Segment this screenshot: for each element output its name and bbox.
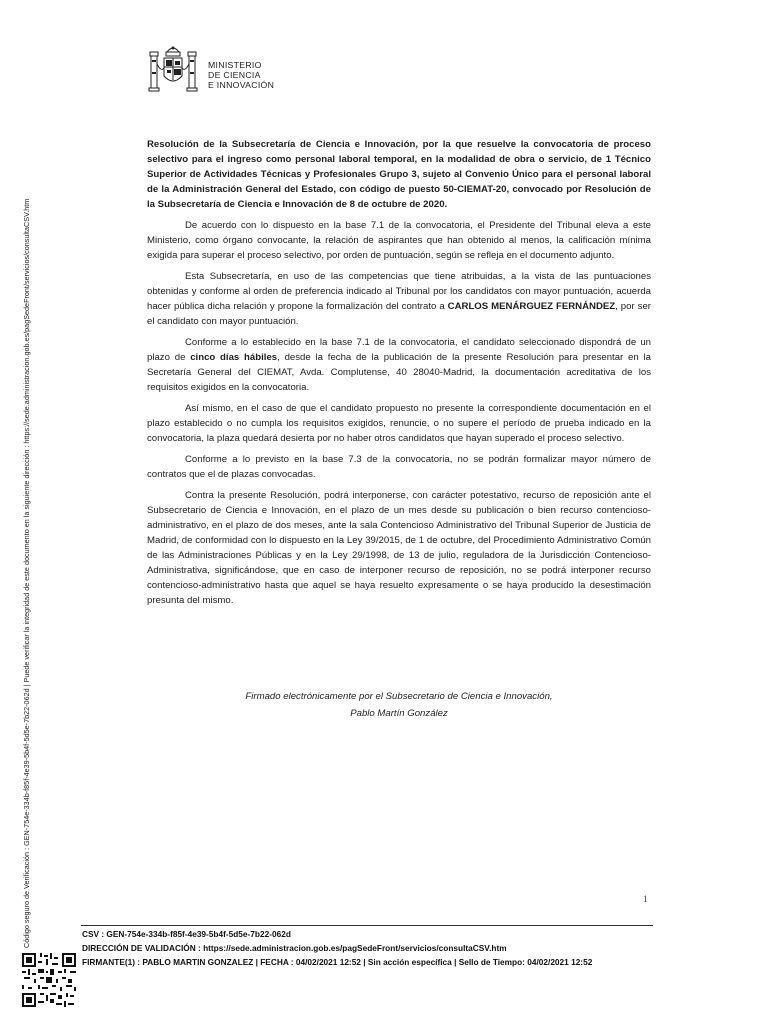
deadline-bold: cinco días hábiles bbox=[190, 352, 278, 363]
paragraph-3 bbox=[147, 335, 651, 395]
paragraph-2 bbox=[147, 269, 651, 329]
csv-code: CSV : GEN-754e-334b-f85f-4e39-5b4f-5d5e-7b22-062d bbox=[82, 929, 291, 939]
paragraph-5: Conforme a lo previsto en la base 7.3 de la convocatoria, no se podrán formalizar mayor número de contratos que el de plazas convocadas. bbox=[147, 454, 651, 480]
document-body bbox=[147, 137, 651, 614]
coat-of-arms-icon bbox=[147, 42, 199, 98]
paragraph-4: Así mismo, en el caso de que el candidato propuesto no presente la correspondiente documentación en el plazo establecido o no cumpla los requisitos exigidos, renuncie, o no supere el período de prueba indicado en la convocatoria, la plaza quedará desierta por no haber otros candidatos que hayan superado el proceso selectivo. bbox=[147, 403, 651, 444]
signature-line: Firmado electrónicamente por el Subsecretario de Ciencia e Innovación, bbox=[245, 691, 553, 702]
paragraph-3-text-b: , desde la fecha de la publicación de la presente Resolución para presentar en la Secretaría General del CIEMAT, Avda. Complutense, 40 28040-Madrid, la documentación acreditativa de los requisitos exigidos en la convocatoria. bbox=[147, 352, 651, 393]
qr-code-icon bbox=[22, 953, 76, 1007]
paragraph-3-text-a: Conforme a lo establecido en la base 7.1 de la convocatoria, el candidato seleccionado dispondrá de un plazo de bbox=[147, 337, 651, 363]
document-title: Resolución de la Subsecretaría de Ciencia e Innovación, por la que resuelve la convocatoria de proceso selectivo para el ingreso como personal laboral temporal, en la modalidad de obra o servicio, de 1 Técnico Superior de Actividades Técnicas y Profesionales Grupo 3, sujeto al Convenio Único para el personal laboral de la Administración General del Estado, con código de puesto 50-CIEMAT-20, convocado por Resolución de la Subsecretaría de Ciencia e Innovación de 8 de octubre de 2020. bbox=[147, 139, 651, 210]
ministry-line: E INNOVACIÓN bbox=[208, 80, 275, 90]
signer-info: FIRMANTE(1) : PABLO MARTIN GONZALEZ | FECHA : 04/02/2021 12:52 | Sin acción específica | Sello de Tiempo: 04/02/2021 12:52 bbox=[82, 957, 593, 968]
validation-footer bbox=[82, 927, 592, 970]
footer-divider bbox=[81, 925, 653, 926]
paragraph-6: Contra la presente Resolución, podrá interponerse, con carácter potestativo, recurso de reposición ante el Subsecretario de Ciencia e Innovación, en el plazo de un mes desde su publicación o bien recurso contencioso-administrativo, en el plazo de dos meses, ante la sala Contencioso Administrativo del Tribunal Superior de Justicia de Madrid, de conformidad con lo dispuesto en la Ley 39/2015, de 1 de octubre, del Procedimiento Administrativo Común de las Administraciones Públicas y en la Ley 29/1998, de 13 de julio, reguladora de la Jurisdicción Contencioso-Administrativa, significándose, que en caso de interponer recurso de reposición, no se podrá interponer recurso contencioso-administrativo hasta que aquel se haya resuelto expresamente o se haya producido la desestimación presunta del mismo. bbox=[147, 490, 651, 606]
ministry-line: DE CIENCIA bbox=[208, 70, 261, 80]
page-number: 1 bbox=[643, 894, 648, 904]
paragraph-1: De acuerdo con lo dispuesto en la base 7.1 de la convocatoria, el Presidente del Tribunal eleva a este Ministerio, como órgano convocante, la relación de aspirantes que han obtenido al menos, la calificación mínima exigida para superar el proceso selectivo, por orden de puntuación, según se refleja en el documento adjunto. bbox=[147, 220, 651, 261]
signature-block bbox=[147, 688, 651, 722]
ministry-name bbox=[208, 60, 274, 90]
validation-url[interactable]: DIRECCIÓN DE VALIDACIÓN : https://sede.administracion.gob.es/pagSedeFront/servicios/consultaCSV.htm bbox=[82, 943, 507, 954]
paragraph-2-text-a: Esta Subsecretaría, en uso de las competencias que tiene atribuidas, a la vista de las puntuaciones obtenidas y conforme al orden de preferencia indicado al Tribunal por los candidatos con mayor puntuación, acuerda hacer pública dicha relación y propone la formalización del contrato a bbox=[147, 271, 651, 312]
candidate-name: CARLOS MENÁRGUEZ FERNÁNDEZ bbox=[447, 301, 616, 312]
paragraph-2-text-b: , por ser el candidato con mayor puntuación. bbox=[147, 301, 651, 327]
verification-side-note: Código seguro de Verificación : GEN-754e-334b-f85f-4e39-5b4f-5d5e-7b22-062d | Puede verificar la integridad de este documento en la siguiente dirección : https://sede.administracion.gob.es/pagSedeFront/servicios/consultaCSV.htm bbox=[22, 198, 31, 948]
signer-name: Pablo Martín González bbox=[350, 708, 448, 719]
ministry-line: MINISTERIO bbox=[208, 60, 262, 70]
